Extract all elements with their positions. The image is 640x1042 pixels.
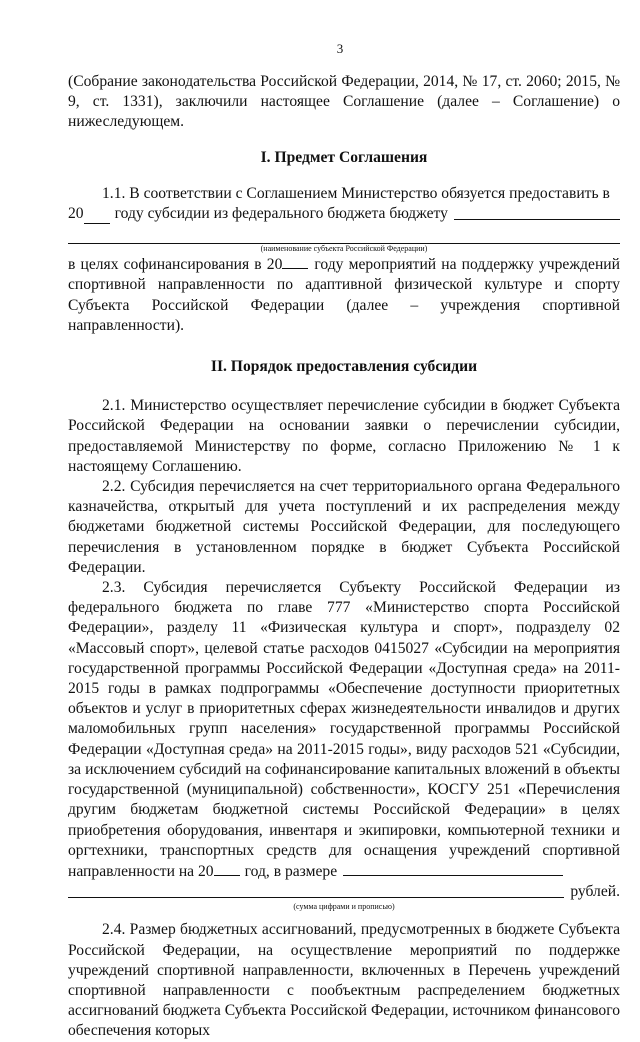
subject-name-note: (наименование субъекта Российской Федерации) — [260, 244, 428, 254]
cofinancing-prefix: в целях софинансирования в 20 — [68, 256, 283, 274]
paragraph-2-3 — [68, 578, 620, 882]
paragraph-1-1-text: 1.1. В соответствии с Соглашением Министерство обязуется предоставить в — [102, 184, 610, 202]
paragraph-2-4: 2.4. Размер бюджетных ассигнований, предусмотренных в бюджете Субъекта Российской Федерации, на осуществление мероприятий по поддержке учреждений спортивной направленности, включенных в Перечень учреждений спортивной направленности с пообъектным распределением бюджетных ассигнований бюджета Субъекта Российской Федерации, источником финансового обеспечения которых — [68, 921, 620, 1040]
amount-prefix: год, в размере — [244, 862, 338, 880]
paragraph-1-1-budget-text: году субсидии из федерального бюджета бюджету — [114, 205, 448, 223]
paragraph-1-1 — [68, 184, 620, 204]
subject-name-blank — [454, 205, 620, 220]
paragraph-2-1: 2.1. Министерство осуществляет перечисление субсидии в бюджет Субъекта Российской Федерации на основании заявки о перечислении субсидии, предоставляемой Министерству по форме, согласно Приложению № 1 к настоящему Соглашению. — [68, 397, 620, 475]
paragraph-2-3-text: 2.3. Субсидия перечисляется Субъекту Российской Федерации из федерального бюджета по главе 777 «Министерство спорта Российской Федерации», разделу 11 «Физическая культура и спорт», подразделу 02 «Массовый спорт», целевой статье расходов 0415027 «Субсидии на мероприятия государственной программы Российской Федерации «Доступная среда» на 2011-2015 годы в рамках подпрограммы «Обеспечение доступности приоритетных объектов и услуг в приоритетных сферах жизнедеятельности инвалидов и других маломобильных групп населения» государственной программы Российской Федерации «Доступная среда» на 2011-2015 годы», виду расходов 521 «Субсидии, за исключением субсидий на софинансирование капитальных вложений в объекты государственной (муниципальной) собственности», КОСГУ 251 «Перечисления другим бюджетам бюджетной системы Российской Федерации» в целях приобретения оборудования, инвентаря и экипировки, компьютерной техники и оргтехники, транспортных средств для оснащения учреждений спортивной направленности на 20 — [68, 579, 620, 880]
year-blank-2 — [282, 254, 308, 269]
paragraph-1-1-continuation — [68, 254, 620, 336]
paragraph-1-1-line-2 — [68, 204, 620, 224]
amount-blank-line — [68, 883, 564, 898]
subject-name-blank-line — [68, 224, 620, 244]
year-prefix: 20 — [68, 205, 84, 223]
page-number: 3 — [336, 41, 344, 56]
amount-note: (сумма цифрами и прописью) — [293, 902, 395, 912]
amount-blank — [343, 861, 563, 876]
section-2-title: II. Порядок предоставления субсидии — [210, 358, 478, 376]
intro-paragraph: (Собрание законодательства Российской Федерации, 2014, № 17, ст. 2060; 2015, № 9, ст. 1331), заключили настоящее Соглашение (далее – Соглашение) о нижеследующем. — [68, 73, 620, 131]
rubles-label: рублей. — [570, 883, 620, 901]
year-blank — [84, 209, 110, 224]
amount-line — [68, 882, 620, 902]
cofinancing-text: году мероприятий на поддержку учреждений спортивной направленности по адаптивной физической культуре и спорту Субъекта Российской Федерации (далее – учреждения спортивной направленности). — [68, 256, 620, 334]
paragraph-2-2: 2.2. Субсидия перечисляется на счет территориального органа Федерального казначейства, открытый для учета поступлений и их распределения между бюджетами бюджетной системы Российской Федерации, для последующего перечисления в установленном порядке в бюджет Субъекта Российской Федерации. — [68, 478, 620, 576]
year-blank-3 — [214, 861, 240, 876]
section-1-title: I. Предмет Соглашения — [260, 148, 428, 166]
